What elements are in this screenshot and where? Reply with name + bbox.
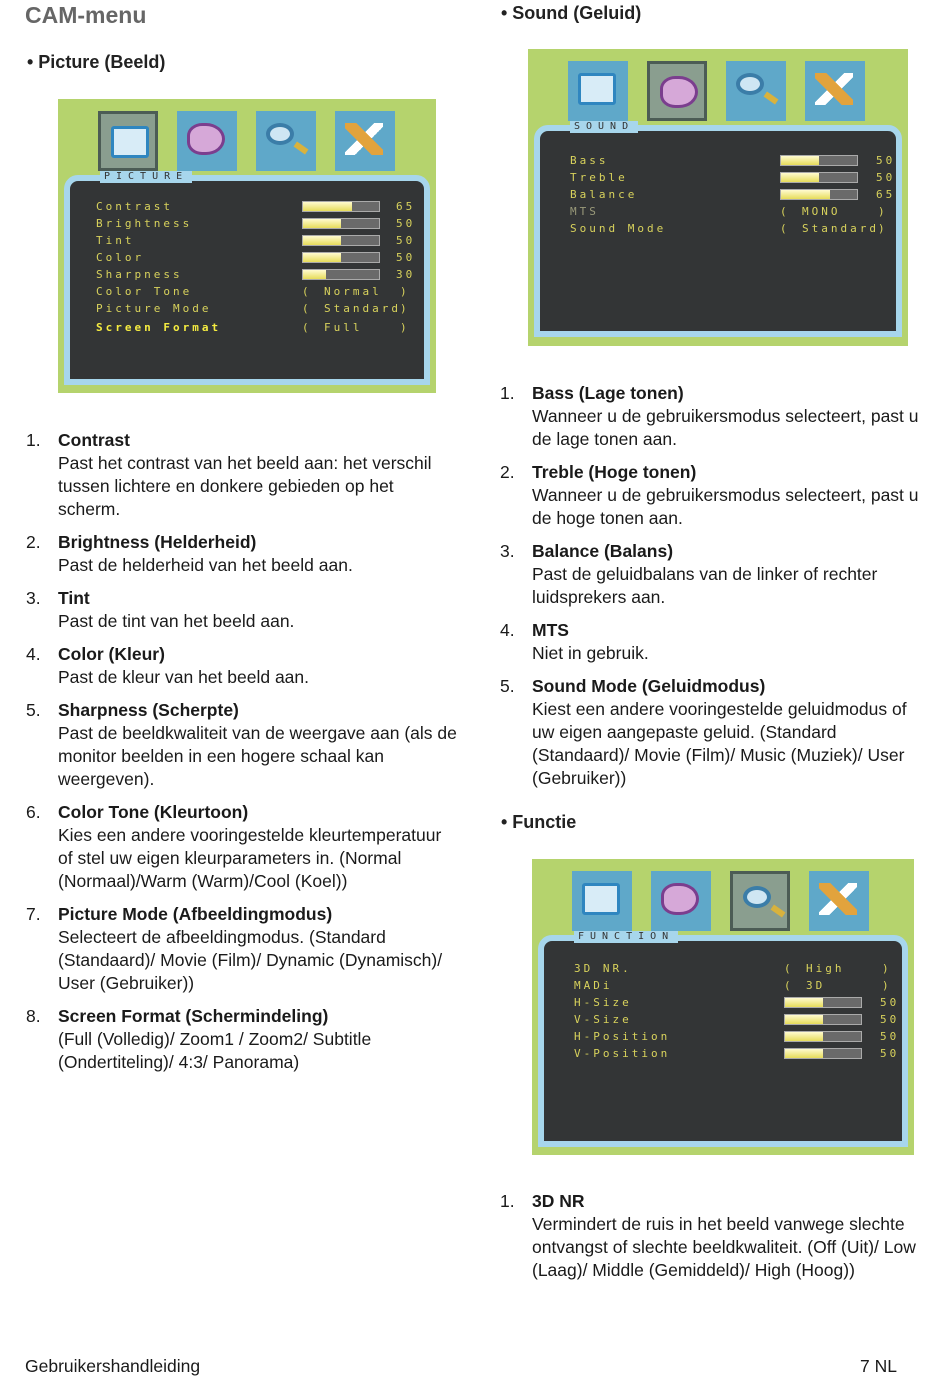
list-item-description: Past de beeldkwaliteit van de weergave aan (als de monitor beelden in een hogere schaal kan weergeven). [58,723,457,789]
osd-right-arrow-icon: ) [882,979,892,992]
list-item-number: 3. [26,588,41,608]
osd-level-bar [784,1031,862,1042]
list-item-number: 5. [500,676,515,696]
sound-settings-list [500,382,932,800]
list-item-number: 4. [26,644,41,664]
osd-right-arrow-icon: ) [878,222,888,235]
picture-menu-icon [98,111,158,171]
osd-item-label: MADi [574,979,613,992]
list-item-number: 5. [26,700,41,720]
osd-item-label: MTS [570,205,599,218]
list-item-description: Kiest een andere vooringestelde geluidmodus of uw eigen aangepaste geluid. (Standard (Standaard)/ Movie (Film)/ Music (Muziek)/ User (Gebruiker)) [532,699,907,788]
osd-item-label: Bass [570,154,609,167]
osd-item-label: 3D NR. [574,962,632,975]
osd-level-value: 50 [876,154,896,167]
osd-level-bar [302,252,380,263]
setup-menu-icon [809,871,869,931]
list-item-term: Bass (Lage tonen) [532,383,684,403]
list-item-term: Brightness (Helderheid) [58,532,257,552]
list-item [26,699,458,791]
osd-level-bar [302,269,380,280]
osd-row-3d-nr [574,961,894,977]
osd-level-value: 50 [880,1013,900,1026]
osd-row-v-size [574,1012,900,1028]
list-item-description: Wanneer u de gebruikersmodus selecteert, past u de hoge tonen aan. [532,485,919,528]
list-item-description: Past de helderheid van het beeld aan. [58,555,353,575]
osd-icon-bar [572,871,869,931]
osd-item-label: H-Position [574,1030,671,1043]
list-item [26,587,458,633]
picture-menu-icon [568,61,628,121]
osd-left-arrow-icon: ( [302,321,312,334]
list-item-term: 3D NR [532,1191,585,1211]
osd-option-value: MONO [802,205,841,218]
sound-menu-icon [177,111,237,171]
function-osd-screenshot [532,859,914,1155]
list-item [26,903,458,995]
list-item-description: Wanneer u de gebruikersmodus selecteert, past u de lage tonen aan. [532,406,919,449]
osd-right-arrow-icon: ) [882,962,892,975]
setup-menu-icon [805,61,865,121]
osd-item-label: Treble [570,171,628,184]
osd-level-bar [780,155,858,166]
osd-level-bar [780,172,858,183]
list-item-term: Picture Mode (Afbeeldingmodus) [58,904,333,924]
list-item-number: 8. [26,1006,41,1026]
list-item [500,675,932,790]
sound-osd-panel [534,121,902,337]
osd-item-label: Screen Format [96,321,222,334]
list-item-number: 3. [500,541,515,561]
list-item-term: Screen Format (Schermindeling) [58,1006,329,1026]
footer-page-number: 7 NL [860,1356,897,1376]
osd-left-arrow-icon: ( [302,302,312,315]
osd-level-value: 50 [880,1047,900,1060]
function-osd-panel [538,931,908,1147]
osd-level-value: 65 [396,200,416,213]
osd-level-value: 50 [396,251,416,264]
footer-manual-name: Gebruikershandleiding [25,1356,201,1376]
osd-row-contrast [96,199,416,215]
list-item [26,1005,458,1074]
osd-row-bass [570,153,896,169]
osd-left-arrow-icon: ( [780,205,790,218]
list-item [500,619,932,665]
picture-settings-list [26,429,458,1084]
osd-option-value: Standard [802,222,879,235]
osd-option-value: High [806,962,845,975]
sound-menu-icon [651,871,711,931]
function-menu-icon [256,111,316,171]
osd-row-balance [570,187,896,203]
list-item-description: Past de geluidbalans van de linker of rechter luidsprekers aan. [532,564,878,607]
osd-left-arrow-icon: ( [302,285,312,298]
list-item [500,382,932,451]
list-item-number: 1. [500,383,515,403]
sound-menu-icon [647,61,707,121]
osd-item-label: Contrast [96,200,173,213]
osd-option-value: Standard [324,302,401,315]
osd-item-label: H-Size [574,996,632,1009]
picture-osd-panel [64,171,430,385]
list-item [26,531,458,577]
section-heading-sound: • Sound (Geluid) [501,3,642,23]
list-item-number: 7. [26,904,41,924]
list-item-number: 2. [26,532,41,552]
osd-row-sharpness [96,267,416,283]
function-osd-label: FUNCTION [574,931,678,943]
picture-osd-label: PICTURE [100,171,192,183]
osd-level-value: 50 [396,217,416,230]
list-item [26,429,458,521]
function-settings-list [500,1190,932,1292]
list-item-description: Past het contrast van het beeld aan: het verschil tussen lichtere en donkere gebieden op het scherm. [58,453,432,519]
osd-level-bar [302,218,380,229]
osd-row-v-position [574,1046,900,1062]
osd-row-treble [570,170,896,186]
osd-left-arrow-icon: ( [784,962,794,975]
list-item [500,540,932,609]
osd-level-value: 50 [396,234,416,247]
list-item-number: 4. [500,620,515,640]
list-item-number: 6. [26,802,41,822]
osd-level-bar [784,1048,862,1059]
list-item-description: Past de kleur van het beeld aan. [58,667,310,687]
osd-icon-bar [568,61,865,121]
list-item-description: Selecteert de afbeeldingmodus. (Standard (Standaard)/ Movie (Film)/ Dynamic (Dynamisch)/ User (Gebruiker)) [58,927,443,993]
list-item [500,1190,932,1282]
osd-row-screen-format [96,320,410,336]
list-item-term: Treble (Hoge tonen) [532,462,697,482]
list-item [500,461,932,530]
osd-level-bar [784,997,862,1008]
section-heading-function: • Functie [501,812,577,832]
list-item-term: Contrast [58,430,130,450]
function-menu-icon [726,61,786,121]
osd-level-value: 50 [880,996,900,1009]
list-item-number: 1. [500,1191,515,1211]
osd-level-value: 65 [876,188,896,201]
osd-level-value: 50 [880,1030,900,1043]
list-item [26,801,458,893]
osd-item-label: Sound Mode [570,222,667,235]
osd-row-tint [96,233,416,249]
list-item-term: Sharpness (Scherpte) [58,700,239,720]
osd-option-value: 3D [806,979,826,992]
osd-item-label: Sharpness [96,268,183,281]
page-title: CAM-menu [25,2,147,28]
list-item-term: Color (Kleur) [58,644,165,664]
osd-row-picture-mode [96,301,410,317]
osd-item-label: Color [96,251,145,264]
osd-right-arrow-icon: ) [400,302,410,315]
osd-item-label: Picture Mode [96,302,212,315]
list-item-description: Vermindert de ruis in het beeld vanwege slechte ontvangst of slechte beeldkwaliteit. (Off (Uit)/ Low (Laag)/ Middle (Gemiddeld)/ High (Hoog)) [532,1214,916,1280]
osd-level-value: 50 [876,171,896,184]
list-item-description: Past de tint van het beeld aan. [58,611,295,631]
osd-level-bar [302,235,380,246]
osd-level-bar [302,201,380,212]
osd-item-label: V-Position [574,1047,671,1060]
osd-right-arrow-icon: ) [878,205,888,218]
list-item-description: (Full (Volledig)/ Zoom1 / Zoom2/ Subtitle (Ondertiteling)/ 4:3/ Panorama) [58,1029,372,1072]
osd-item-label: Color Tone [96,285,193,298]
osd-row-madi [574,978,894,994]
list-item [26,643,458,689]
list-item-description: Niet in gebruik. [532,643,649,663]
osd-level-bar [784,1014,862,1025]
osd-option-value: Full [324,321,363,334]
section-heading-picture: • Picture (Beeld) [27,52,166,72]
osd-right-arrow-icon: ) [400,321,410,334]
list-item-term: Color Tone (Kleurtoon) [58,802,249,822]
osd-row-color-tone [96,284,410,300]
osd-level-value: 30 [396,268,416,281]
list-item-term: Balance (Balans) [532,541,674,561]
osd-row-sound-mode [570,221,890,237]
sound-osd-screenshot [528,49,908,346]
osd-left-arrow-icon: ( [780,222,790,235]
sound-osd-label: SOUND [570,121,638,133]
osd-row-brightness [96,216,416,232]
list-item-term: Tint [58,588,90,608]
picture-menu-icon [572,871,632,931]
list-item-term: Sound Mode (Geluidmodus) [532,676,766,696]
osd-row-color [96,250,416,266]
list-item-term: MTS [532,620,569,640]
list-item-description: Kies een andere vooringestelde kleurtemperatuur of stel uw eigen kleurparameters in. (Normal (Normaal)/Warm (Warm)/Cool (Koel)) [58,825,442,891]
list-item-number: 1. [26,430,41,450]
osd-row-mts [570,204,890,220]
osd-left-arrow-icon: ( [784,979,794,992]
osd-icon-bar [98,111,395,171]
picture-osd-screenshot [58,99,436,393]
osd-item-label: Tint [96,234,135,247]
osd-item-label: Balance [570,188,638,201]
osd-item-label: V-Size [574,1013,632,1026]
osd-level-bar [780,189,858,200]
osd-row-h-size [574,995,900,1011]
setup-menu-icon [335,111,395,171]
list-item-number: 2. [500,462,515,482]
osd-right-arrow-icon: ) [400,285,410,298]
function-menu-icon [730,871,790,931]
osd-option-value: Normal [324,285,382,298]
osd-row-h-position [574,1029,900,1045]
osd-item-label: Brightness [96,217,193,230]
